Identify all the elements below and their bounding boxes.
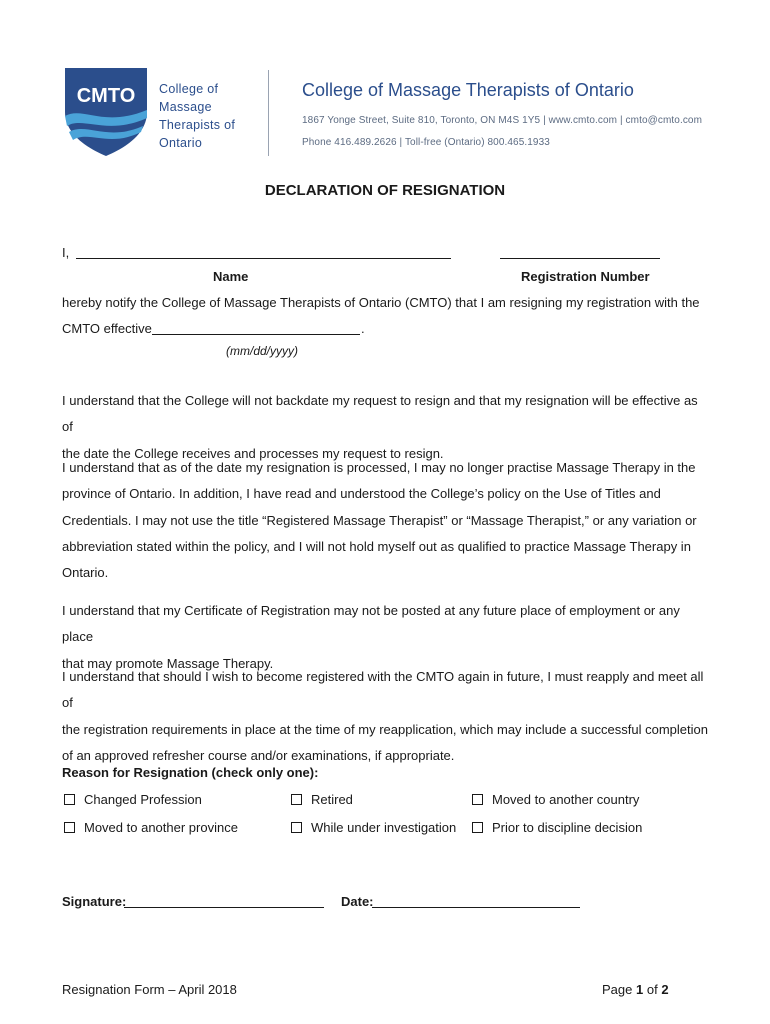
paragraph-line: province of Ontario. In addition, I have read and understood the College’s policy on the Use of Titles and [62,486,661,502]
logo-acronym: CMTO [76,85,136,107]
option-changed-profession[interactable] [64,792,202,807]
checkbox[interactable] [291,794,302,805]
option-label: Moved to another province [84,820,238,835]
paragraph-titles [62,455,712,586]
logo-line: Therapists of [159,118,236,132]
signature-label: Signature: [62,894,127,909]
option-moved-country[interactable] [472,792,639,807]
page-total: 2 [661,982,669,997]
option-moved-province[interactable] [64,820,238,835]
org-phone: Phone 416.489.2626 | Toll-free (Ontario) 800.465.1933 [302,137,550,148]
page-title: DECLARATION OF RESIGNATION [264,182,506,199]
page-prefix: Page [602,982,633,997]
logo-line: Ontario [159,136,203,150]
page-of: of [646,982,658,997]
option-label: Retired [311,792,353,807]
form-name: Resignation Form – April 2018 [62,982,237,997]
paragraph-line: I understand that as of the date my resignation is processed, I may no longer practise Massage Therapy in the [62,460,696,475]
paragraph-line: that may promote Massage Therapy. [62,655,274,671]
option-prior-discipline[interactable] [472,820,642,835]
paragraph-line: I understand that my Certificate of Registration may not be posted at any future place of employment or any place [62,603,680,645]
checkbox[interactable] [472,822,483,833]
paragraph-line: the registration requirements in place at the time of my reapplication, which may include a successful completion [62,721,708,737]
paragraph-line: the date the College receives and processes my request to resign. [62,445,444,461]
option-label: Changed Profession [84,792,202,807]
notify-period: . [361,321,365,336]
option-label: Moved to another country [492,792,640,807]
notify-effective-label: CMTO effective [62,321,152,336]
notify-line: hereby notify the College of Massage Therapists of Ontario (CMTO) that I am resigning my registration with the [62,295,700,310]
reason-heading: Reason for Resignation (check only one): [62,765,319,780]
cmto-logo-shield [63,66,149,158]
paragraph-line: I understand that the College will not backdate my request to resign and that my resignation will be effective as of [62,393,698,435]
name-field[interactable] [76,246,451,259]
date-format-hint: (mm/dd/yyyy) [226,344,298,358]
logo-line: Massage [159,100,212,114]
org-name: College of Massage Therapists of Ontario [302,80,634,100]
page-number [602,982,669,998]
date-field[interactable] [372,895,580,908]
page-current: 1 [636,982,644,997]
paragraph-line: abbreviation stated within the policy, and I will not hold myself out as qualified to practice Massage Therapy in [62,538,691,554]
checkbox[interactable] [291,822,302,833]
name-label: Name [213,269,249,284]
registration-number-field[interactable] [500,246,660,259]
option-label: Prior to discipline decision [492,820,643,835]
paragraph-line: I understand that should I wish to become registered with the CMTO again in future, I must reapply and meet all of [62,669,704,711]
signature-field[interactable] [124,895,324,908]
org-address: 1867 Yonge Street, Suite 810, Toronto, ON M4S 1Y5 | www.cmto.com | cmto@cmto.com [302,115,703,126]
option-under-investigation[interactable] [291,820,456,835]
logo-wordmark [159,80,235,152]
checkbox[interactable] [64,822,75,833]
name-prefix: I, [62,245,70,260]
header-divider [268,70,269,156]
option-label: While under investigation [311,820,457,835]
effective-date-field[interactable] [152,322,360,335]
paragraph-line: Credentials. I may not use the title “Registered Massage Therapist” or “Massage Therapist,” or any variation or [62,512,697,528]
checkbox[interactable] [472,794,483,805]
checkbox[interactable] [64,794,75,805]
registration-number-label: Registration Number [521,269,650,284]
option-retired[interactable] [291,792,353,807]
paragraph-line: of an approved refresher course and/or examinations, if appropriate. [62,747,455,763]
date-label: Date: [341,894,374,909]
paragraph-reapply [62,664,712,769]
logo-line: College of [159,82,219,96]
paragraph-line: Ontario. [62,565,109,581]
